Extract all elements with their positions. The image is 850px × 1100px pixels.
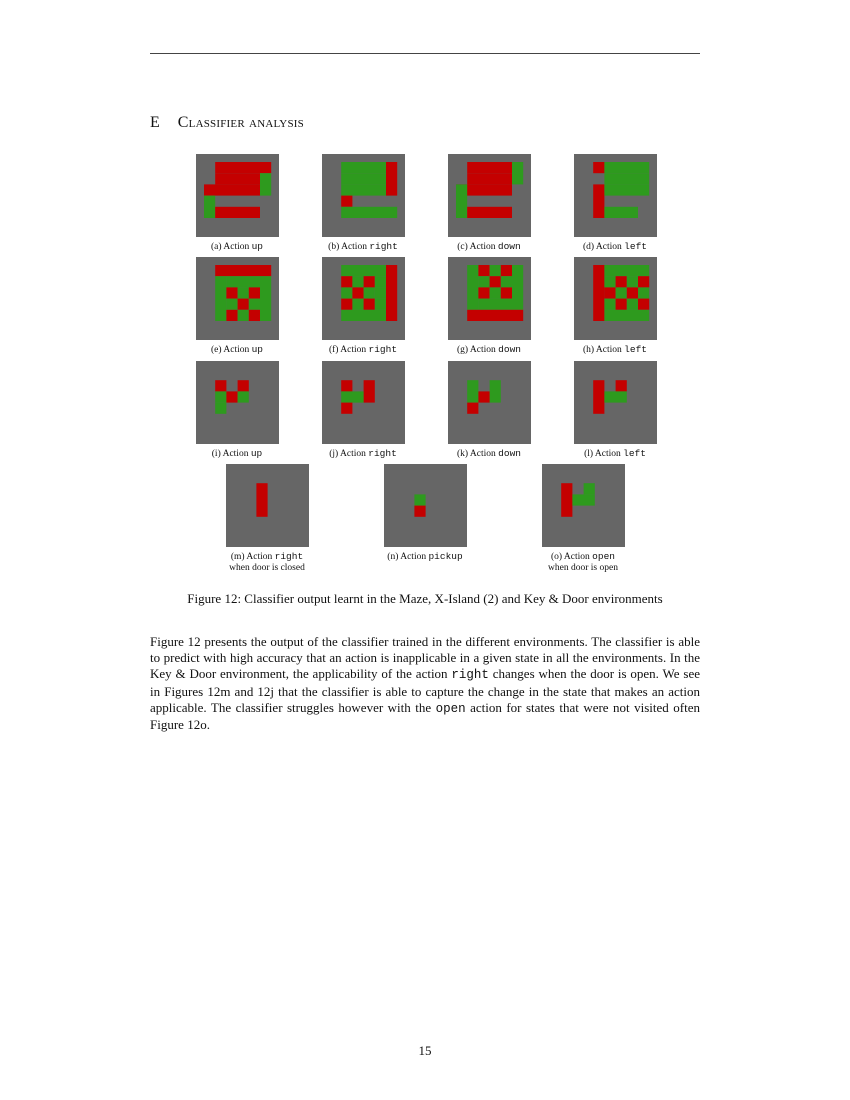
inapplicable-cell [593, 162, 604, 173]
inapplicable-cell [341, 403, 352, 414]
applicable-cell [237, 287, 248, 298]
applicable-cell [638, 287, 649, 298]
subfigure-o [503, 464, 663, 574]
inapplicable-cell [248, 287, 259, 298]
inapplicable-cell [341, 299, 352, 310]
inapplicable-cell [204, 184, 260, 195]
applicable-cell [489, 265, 500, 276]
inapplicable-cell [226, 287, 237, 298]
applicable-cell [341, 310, 386, 321]
applicable-cell [341, 184, 386, 195]
inapplicable-cell [215, 162, 271, 173]
page-number: 15 [418, 1043, 432, 1058]
classifier-grid-a [196, 154, 279, 237]
inapplicable-cell [467, 310, 523, 321]
applicable-cell [226, 276, 260, 287]
action-name: left [624, 241, 647, 252]
applicable-cell [583, 483, 594, 494]
subfigure-m [187, 464, 347, 574]
action-name: left [623, 448, 646, 459]
inapplicable-cell [386, 162, 397, 196]
action-name: pickup [428, 551, 463, 562]
inapplicable-cell [226, 391, 237, 402]
action-name: up [251, 241, 264, 252]
classifier-grid-l [574, 361, 657, 444]
subfigure-label: (f) Action [328, 345, 369, 355]
inapplicable-cell [363, 276, 374, 287]
subfigure-label: (l) Action [584, 449, 624, 459]
inapplicable-cell [500, 265, 511, 276]
classifier-grid-f [322, 257, 405, 340]
classifier-grid-h [574, 257, 657, 340]
applicable-cell [604, 207, 638, 218]
inapplicable-cell [478, 391, 489, 402]
subfigure-caption [535, 448, 695, 460]
applicable-cell [374, 276, 385, 287]
applicable-cell [352, 299, 363, 310]
subfigure-note: when door is open [548, 563, 618, 573]
applicable-cell [478, 276, 489, 287]
applicable-cell [604, 310, 649, 321]
action-name: down [498, 344, 521, 355]
applicable-cell [374, 299, 385, 310]
subfigure-label: (h) Action [583, 345, 625, 355]
classifier-grid-c [448, 154, 531, 237]
applicable-cell [478, 299, 512, 310]
action-name: open [592, 551, 615, 562]
applicable-cell [374, 287, 385, 298]
applicable-cell [215, 276, 226, 321]
inapplicable-cell [248, 310, 259, 321]
applicable-cell [626, 299, 637, 310]
applicable-cell [341, 287, 352, 298]
applicable-cell [215, 391, 226, 402]
applicable-cell [204, 196, 215, 218]
applicable-cell [414, 494, 425, 505]
inapplicable-cell [352, 287, 363, 298]
action-name: right [274, 551, 304, 562]
section-heading [150, 114, 304, 132]
action-name: right [368, 344, 398, 355]
action-name: left [624, 344, 647, 355]
applicable-cell [604, 265, 649, 276]
subfigure-label: (a) Action [210, 242, 252, 252]
subfigure-caption [535, 241, 695, 253]
subfigure-label: (c) Action [457, 242, 498, 252]
classifier-grid-m [226, 464, 309, 547]
inapplicable-cell [467, 173, 512, 184]
applicable-cell [604, 184, 649, 195]
classifier-grid-g [448, 257, 531, 340]
inapplicable-cell [478, 265, 489, 276]
figure-caption: Figure 12: Classifier output learnt in the Maze, X-Island (2) and Key & Door environments [187, 591, 663, 606]
applicable-cell [572, 494, 594, 505]
subfigure-label: (e) Action [210, 345, 252, 355]
inapplicable-cell [215, 380, 226, 391]
inapplicable-cell [604, 287, 615, 298]
paragraph-part-2: changes when the door is open. We see in Figures 12m and 12j that the classifier is able to capture the change in the state that makes an action applicable. The classifier struggles however with the [150, 666, 700, 715]
classifier-grid-n [384, 464, 467, 547]
inapplicable-cell [363, 380, 374, 402]
classifier-grid-o [542, 464, 625, 547]
inapplicable-cell [386, 265, 397, 321]
subfigure-label: (n) Action [387, 552, 429, 562]
inapplicable-cell [467, 403, 478, 414]
applicable-cell [604, 162, 649, 173]
inapplicable-cell [478, 287, 489, 298]
subfigure-d [535, 154, 695, 253]
applicable-cell [237, 391, 248, 402]
section-number: E [150, 114, 160, 131]
inapplicable-cell [467, 207, 512, 218]
inapplicable-cell [489, 276, 500, 287]
action-name: up [250, 448, 263, 459]
applicable-cell [489, 287, 500, 298]
action-name: up [251, 344, 264, 355]
action-name: right [369, 241, 398, 252]
applicable-cell [626, 276, 637, 287]
subfigure-note: when door is closed [229, 563, 305, 573]
applicable-cell [341, 173, 386, 184]
applicable-cell [363, 287, 374, 298]
inapplicable-cell [414, 506, 425, 517]
classifier-grid-k [448, 361, 531, 444]
body-paragraph [150, 634, 700, 733]
classifier-grid-e [196, 257, 279, 340]
inapplicable-cell [593, 265, 604, 321]
subfigure-label: (o) Action [551, 552, 593, 562]
subfigure-l [535, 361, 695, 460]
subfigure-caption [535, 344, 695, 356]
inapplicable-cell [593, 184, 604, 218]
applicable-cell [512, 265, 523, 310]
applicable-cell [604, 299, 615, 310]
subfigure-caption [187, 551, 347, 574]
action-name: down [498, 448, 521, 459]
subfigure-label: (g) Action [457, 345, 499, 355]
applicable-cell [467, 265, 478, 310]
inapplicable-cell [237, 299, 248, 310]
inapplicable-cell [615, 299, 626, 310]
section-title: Classifier analysis [177, 114, 304, 131]
inapplicable-cell [215, 173, 260, 184]
inapplicable-cell [638, 299, 649, 310]
subfigure-label: (k) Action [457, 449, 499, 459]
classifier-grid-b [322, 154, 405, 237]
classifier-grid-i [196, 361, 279, 444]
classifier-grid-j [322, 361, 405, 444]
inapplicable-cell [226, 310, 237, 321]
subfigure-label: (j) Action [329, 449, 369, 459]
inapplicable-cell [256, 483, 267, 517]
inapplicable-cell [615, 276, 626, 287]
inapplicable-cell [593, 380, 604, 414]
applicable-cell [467, 380, 478, 402]
applicable-cell [604, 391, 626, 402]
applicable-cell [341, 391, 363, 402]
inapplicable-cell [341, 380, 352, 391]
applicable-cell [341, 162, 386, 173]
paragraph-part-3: action for states that were not visited often Figure 12o. [150, 699, 700, 733]
code-open: open [435, 701, 466, 716]
applicable-cell [604, 276, 615, 287]
applicable-cell [615, 287, 626, 298]
inapplicable-cell [615, 380, 626, 391]
code-right: right [451, 668, 489, 683]
inapplicable-cell [626, 287, 637, 298]
applicable-cell [341, 265, 386, 276]
applicable-cell [341, 207, 397, 218]
classifier-grid-d [574, 154, 657, 237]
inapplicable-cell [561, 483, 572, 517]
applicable-cell [226, 299, 237, 310]
applicable-cell [352, 276, 363, 287]
inapplicable-cell [500, 287, 511, 298]
inapplicable-cell [215, 207, 260, 218]
applicable-cell [512, 162, 523, 184]
inapplicable-cell [638, 276, 649, 287]
subfigure-label: (i) Action [211, 449, 251, 459]
inapplicable-cell [341, 276, 352, 287]
inapplicable-cell [467, 162, 512, 173]
subfigure-caption [503, 551, 663, 574]
applicable-cell [604, 173, 649, 184]
subfigure-label: (m) Action [230, 552, 275, 562]
inapplicable-cell [363, 299, 374, 310]
paragraph-part-1: Figure 12 presents the output of the classifier trained in the different environments. The classifier is able to predict with high accuracy that an action is inapplicable in a given state in all the environments. In the Key & Door environment, the applicability of the action [150, 634, 700, 682]
subfigure-h [535, 257, 695, 356]
action-name: right [368, 448, 397, 459]
applicable-cell [260, 173, 271, 195]
inapplicable-cell [341, 196, 352, 207]
subfigure-label: (d) Action [583, 242, 625, 252]
applicable-cell [248, 299, 259, 310]
subfigure-n [345, 464, 505, 563]
header-rule [150, 53, 700, 54]
inapplicable-cell [215, 265, 271, 276]
action-name: down [497, 241, 521, 252]
applicable-cell [456, 184, 467, 218]
inapplicable-cell [237, 380, 248, 391]
applicable-cell [489, 380, 500, 402]
applicable-cell [237, 310, 248, 321]
applicable-cell [215, 403, 226, 414]
applicable-cell [500, 276, 511, 287]
subfigure-label: (b) Action [328, 242, 370, 252]
subfigure-caption [345, 551, 505, 563]
applicable-cell [260, 276, 271, 321]
